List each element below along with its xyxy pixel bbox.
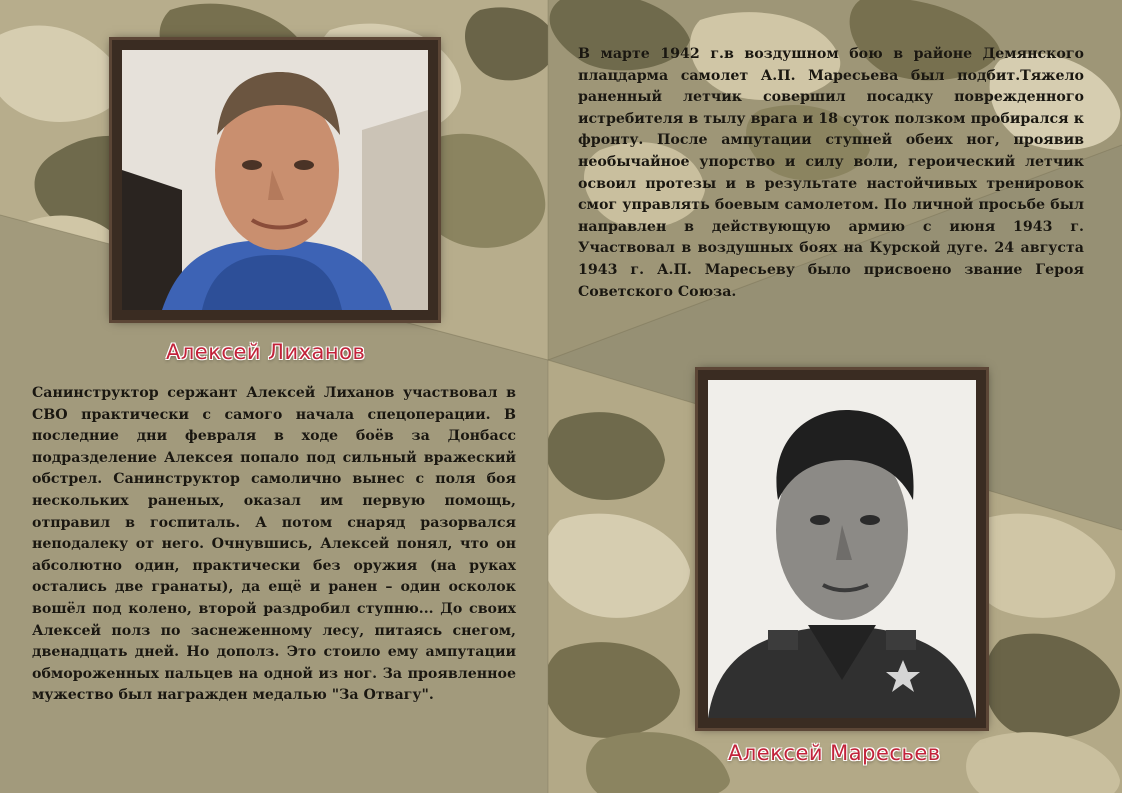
lihanov-text: Санинструктор сержант Алексей Лиханов участвовал в СВО практически с самого начала спецоперации. В последние дни февраля в ходе боёв за Донбасс подразделение Алексея попало под сильный вражеский обстрел. Санинструктор самолично вынес с поля боя нескольких раненых, оказал им первую помощь, отправил в госпиталь. А потом снаряд разорвался неподалеку от него. Очнувшись, Алексей понял, что он абсолютно один, практически без оружия (на руках остались две гранаты), да ещё и ранен – один осколок вошёл под колено, второй раздробил ступню... До своих Алексей полз по заснеженному лесу, питаясь снегом, двенадцать дней. Но дополз. Это стоило ему ампутации обмороженных пальцев на одной из ног. За проявленное мужество был награжден медалью "За Отвагу".: [32, 385, 516, 704]
lihanov-caption: Алексей Лиханов: [166, 340, 366, 364]
maresyev-caption: Алексей Маресьев: [728, 741, 941, 765]
lihanov-photo: [122, 50, 428, 310]
maresyev-text: В марте 1942 г.в воздушном бою в районе Демянского плацдарма самолет А.П. Маресьева был подбит.Тяжело раненный летчик совершил посадку поврежденного истребителя в тылу врага и 18 суток ползком пробирался к фронту. После ампутации ступней обеих ног, проявив необычайное упорство и силу воли, героический летчик освоил протезы и в результате настойчивых тренировок смог управлять боевым самолетом. По личной просьбе был направлен в действующую армию с июня 1943 г. Участвовал в воздушных боях на Курской дуге. 24 августа 1943 г. А.П. Маресьеву было присвоено звание Героя Советского Союза.: [578, 46, 1084, 300]
maresyev-photo: [708, 380, 976, 718]
maresyev-photo-frame: [698, 370, 986, 728]
lihanov-photo-frame: [112, 40, 438, 320]
